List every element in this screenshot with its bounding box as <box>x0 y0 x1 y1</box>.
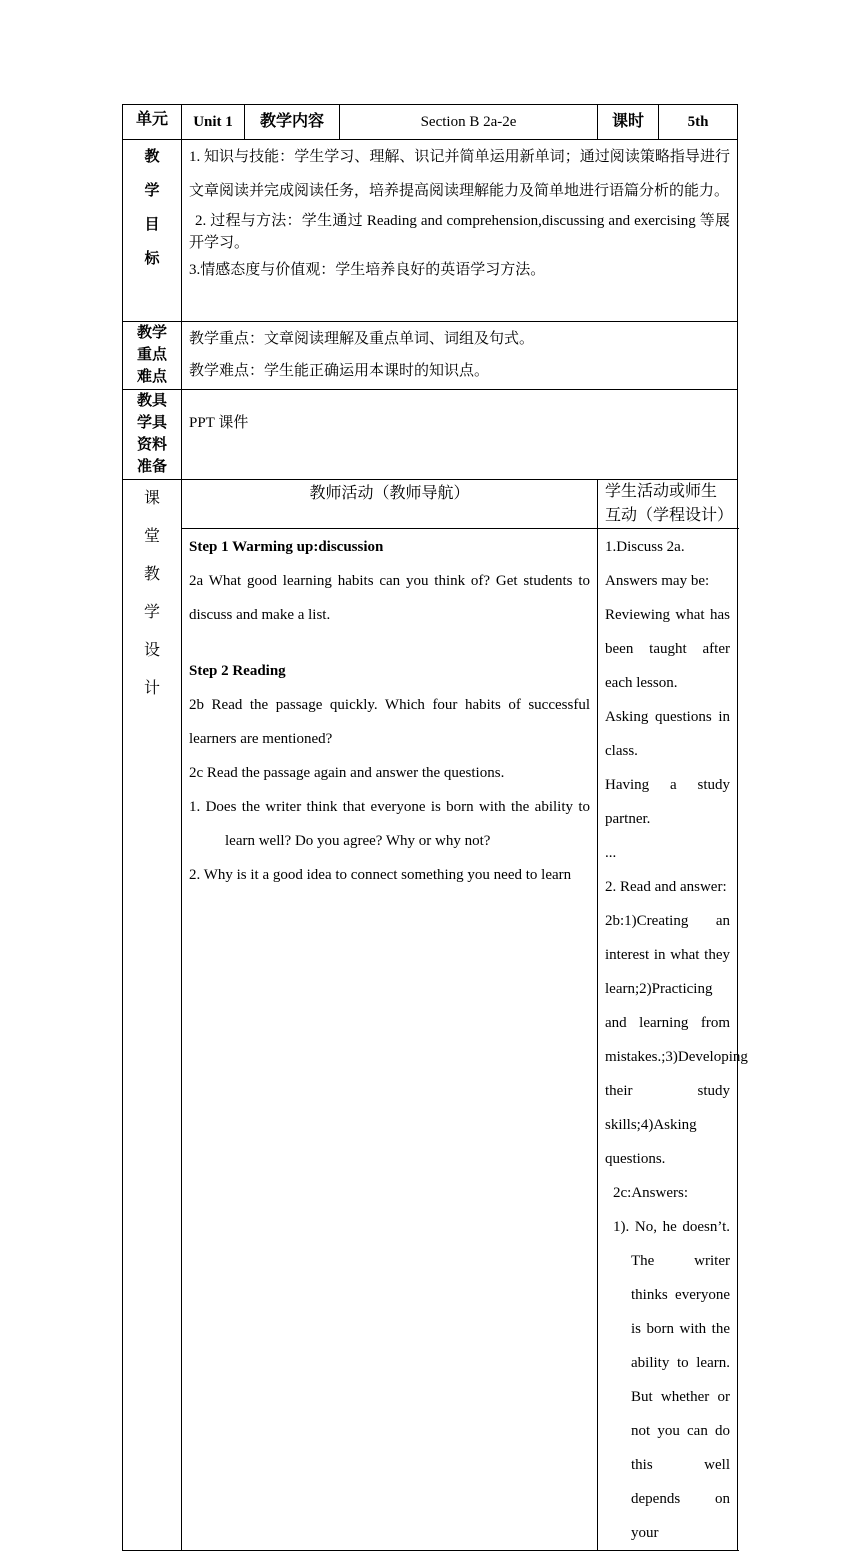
unit-value: Unit 1 <box>182 105 245 140</box>
teaching-difficulty: 教学难点：学生能正确运用本课时的知识点。 <box>189 363 490 379</box>
student-line-7: 2. Read and answer: <box>605 879 727 895</box>
step2-2b: 2b Read the passage quickly. Which four habits of successful learners are mentioned? <box>189 697 590 747</box>
student-line-1: 1.Discuss 2a. <box>605 539 685 555</box>
design-header-row <box>123 480 738 529</box>
teaching-focus: 教学重点：文章阅读理解及重点单词、词组及句式。 <box>189 331 535 347</box>
goal-item-3: 3.情感态度与价值观：学生培养良好的英语学习方法。 <box>189 262 546 278</box>
key-points-row <box>123 322 738 390</box>
student-line-4: Asking questions in class. <box>605 709 730 759</box>
student-line-9: 2c:Answers: <box>613 1185 688 1201</box>
question-1: 1. Does the writer think that everyone is born with the ability to learn well? Do you agree? Why or why not? <box>189 799 590 849</box>
student-line-2: Answers may be: <box>605 573 710 589</box>
student-line-10: 1). No, he doesn’t. The writer thinks everyone is born with the ability to learn. But whether or not you can do this well depends on your <box>613 1219 730 1541</box>
goals-content <box>182 140 738 322</box>
student-line-6: ... <box>605 845 617 861</box>
teacher-activity-content <box>182 529 598 1551</box>
content-value: Section B 2a-2e <box>340 105 598 140</box>
materials-label: 教具 学具 资料 准备 <box>123 390 182 480</box>
goal-item-1: 1. 知识与技能：学生学习、理解、识记并简单运用新单词；通过阅读策略指导进行文章阅读并完成阅读任务，培养提高阅读理解能力及简单地进行语篇分析的能力。 <box>189 149 730 199</box>
student-activity-content <box>598 529 748 1551</box>
key-points-label: 教学 重点 难点 <box>123 322 182 390</box>
header-row <box>123 105 738 140</box>
goals-label: 教 学 目 标 <box>123 140 182 322</box>
step2-2c: 2c Read the passage again and answer the questions. <box>189 765 505 781</box>
student-line-3: Reviewing what has been taught after each lesson. <box>605 607 730 691</box>
step2-title: Step 2 Reading <box>189 663 286 679</box>
goal-item-2: 2. 过程与方法：学生通过 Reading and comprehension,discussing and exercising 等展开学习。 <box>189 213 730 251</box>
goals-row <box>123 140 738 322</box>
teacher-activity-header: 教师活动（教师导航） <box>182 480 598 529</box>
step1-text: 2a What good learning habits can you think of? Get students to discuss and make a list. <box>189 573 590 623</box>
student-line-8: 2b:1)Creating an interest in what they learn;2)Practicing and learning from mistakes.;3)Developing their study skills;4)Asking questions. <box>605 913 748 1167</box>
lesson-plan-table <box>122 104 748 1551</box>
materials-content: PPT 课件 <box>182 390 738 480</box>
content-label: 教学内容 <box>245 105 340 140</box>
student-line-5: Having a study partner. <box>605 777 730 827</box>
key-points-content <box>182 322 738 390</box>
question-2: 2. Why is it a good idea to connect something you need to learn <box>189 867 572 883</box>
materials-row <box>123 390 738 480</box>
design-content-row <box>123 529 738 1551</box>
step1-title: Step 1 Warming up:discussion <box>189 539 384 555</box>
student-activity-header: 学生活动或师生互动（学程设计） <box>598 480 738 529</box>
period-value: 5th <box>659 105 738 140</box>
unit-label: 单元 <box>123 105 182 140</box>
period-label: 课时 <box>598 105 659 140</box>
design-label: 课 堂 教 学 设 计 <box>123 480 182 1551</box>
